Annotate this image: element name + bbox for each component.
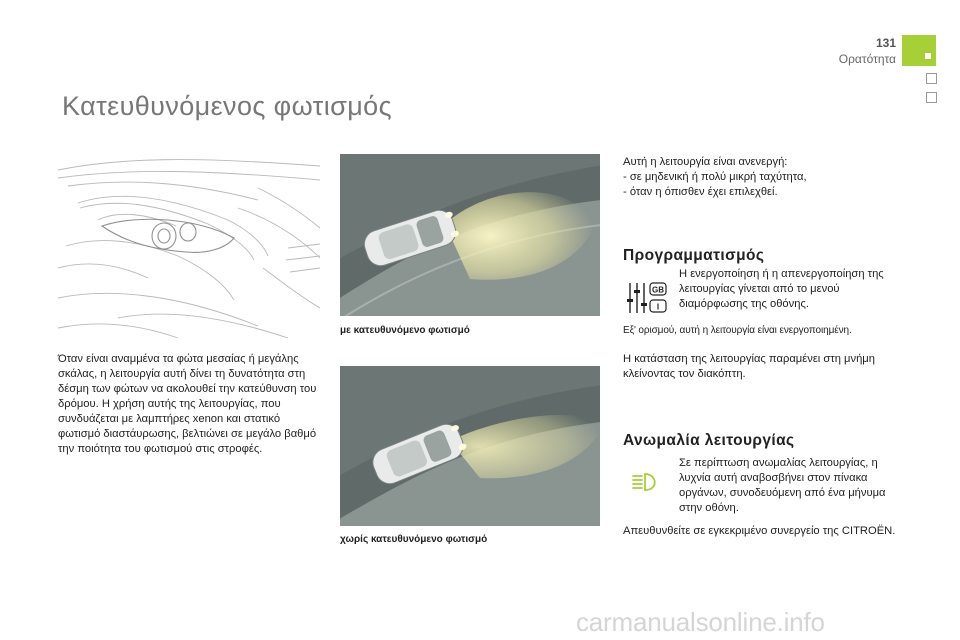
deactivation-bullet: - σε μηδενική ή πολύ μικρή ταχύτητα, (623, 171, 807, 183)
fault-heading: Ανωμαλία λειτουργίας (623, 432, 795, 449)
caption-without-directional-lighting: χωρίς κατευθυνόμενο φωτισμό (340, 534, 488, 545)
icon-label-gb: GB (652, 285, 664, 295)
headlamp-illustration (58, 148, 320, 338)
programming-text: Η ενεργοποίηση ή η απενεργοποίηση της λειτουργίας γίνεται από το μενού διαμόρφωσης της οθόνης. (679, 268, 884, 310)
intro-paragraph: Όταν είναι αναμμένα τα φώτα μεσαίας ή μεγάλης σκάλας, η λειτουργία αυτή δίνει τη δυνατότητα στη δέσμη των φώτων να ακολουθεί την κατεύθυνση του δρόμου. Η χρήση αυτής της λειτουργίας, που συνδυάζεται με λαμπτήρες xenon και στατικό φωτισμό διαστάυρωσης, βελτιώνει σε μεγάλο βαθμό την ποιότητα του φωτισμού στις στροφές. (58, 353, 317, 455)
deactivation-intro: Αυτή η λειτουργία είναι ανενεργή: (623, 156, 788, 168)
watermark: carmanualsonline.info (576, 607, 825, 637)
memory-note: Η κατάσταση της λειτουργίας παραμένει στη μνήμη κλείνοντας τον διακόπτη. (623, 353, 875, 380)
fault-text: Σε περίπτωση ανωμαλίας λειτουργίας, η λυχνία αυτή αναβοσβήνει στον πίνακα οργάνων, συνοδευόμενη από ένα μήνυμα στην οθόνη. (679, 457, 886, 514)
photo-without-directional-lighting (340, 366, 600, 526)
caption-with-directional-lighting: με κατευθυνόμενο φωτισμό (340, 325, 470, 336)
fault-contact-note: Απευθυνθείτε σε εγκεκριμένο συνεργείο της CITROËN. (623, 525, 896, 537)
photo-with-directional-lighting (340, 154, 600, 316)
section-label: Ορατότητα (838, 52, 896, 66)
deactivation-bullet: - όταν η όπισθεν έχει επιλεχθεί. (623, 186, 778, 198)
settings-sliders-icon (626, 282, 668, 314)
page-number: 131 (875, 36, 896, 50)
section-tab-box[interactable] (926, 73, 937, 84)
page-title: Κατευθυνόμενος φωτισμός (62, 91, 392, 121)
deactivation-conditions (623, 155, 903, 200)
car-turning-without-beam (340, 366, 600, 526)
default-setting-note: Εξ' ορισμού, αυτή η λειτουργία είναι ενεργοποιημένη. (623, 325, 852, 336)
headlamp-warning-light-icon (631, 472, 661, 492)
section-tab-box[interactable] (926, 92, 937, 103)
section-tab-active[interactable] (902, 35, 936, 66)
car-turning-with-beam (340, 154, 600, 316)
programming-heading: Προγραμματισμός (623, 247, 765, 264)
icon-label-i: I (656, 302, 660, 312)
